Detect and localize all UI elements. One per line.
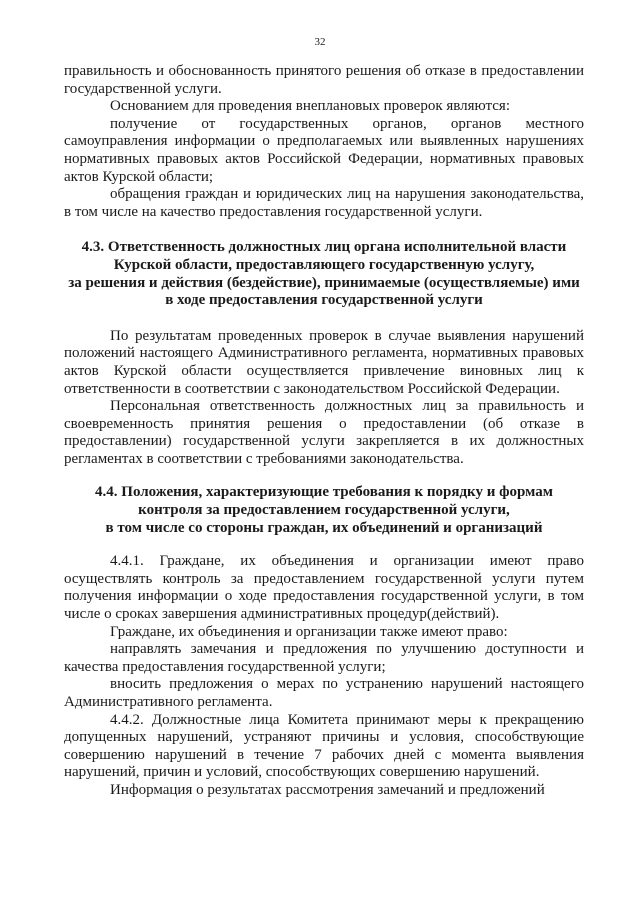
heading-line: контроля за предоставлением государственной услуги,: [138, 502, 510, 519]
paragraph: направлять замечания и предложения по улучшению доступности и качества предоставления государственной услуги;: [64, 641, 584, 675]
heading-line: 4.3. Ответственность должностных лиц органа исполнительной власти: [81, 239, 567, 256]
paragraph: 4.4.2. Должностные лица Комитета принимают меры к прекращению допущенных нарушений, устраняют причины и условия, способствующие совершению нарушений в течение 7 рабочих дней с момента выявления нарушений, причин и условий, способствующих совершению нарушений.: [64, 711, 584, 781]
paragraph: правильность и обоснованность принятого решения об отказе в предоставлении государственной услуги.: [64, 63, 584, 97]
heading-line: в том числе со стороны граждан, их объединений и организаций: [105, 519, 543, 536]
paragraph: Персональная ответственность должностных лиц за правильность и своевременность принятия решения о предоставлении (об отказе в предоставлении) государственной услуги закрепляется в их должностных регламентах в соответствии с требованиями законодательства.: [64, 398, 584, 467]
heading-line: в ходе предоставления государственной услуги: [165, 292, 483, 309]
heading-line: 4.4. Положения, характеризующие требования к порядку и формам: [95, 484, 553, 501]
paragraph: обращения граждан и юридических лиц на нарушения законодательства, в том числе на качество предоставления государственной услуги.: [64, 186, 584, 220]
paragraph: Информация о результатах рассмотрения замечаний и предложений: [110, 781, 545, 798]
heading-line: Курской области, предоставляющего государственную услугу,: [113, 256, 535, 273]
section-heading-4-3: [60, 239, 588, 309]
paragraph: вносить предложения о мерах по устранению нарушений настоящего Административного регламента.: [64, 676, 584, 710]
heading-line: за решения и действия (бездействие), принимаемые (осуществляемые) ими: [68, 274, 580, 291]
paragraph: получение от государственных органов, органов местного самоуправления информации о предполагаемых или выявленных нарушениях нормативных правовых актов Российской Федерации, нормативных правовых актов Курской области;: [64, 115, 584, 185]
paragraph: Основанием для проведения внеплановых проверок являются:: [110, 98, 510, 115]
section-heading-4-4: [60, 484, 588, 537]
paragraph: 4.4.1. Граждане, их объединения и организации имеют право осуществлять контроль за предоставлением государственной услуги путем получения информации о ходе предоставления государственной услуги, в том числе о сроках завершения административных процедур(действий).: [64, 553, 584, 623]
page-number: 32: [314, 36, 326, 48]
paragraph: По результатам проведенных проверок в случае выявления нарушений положений настоящего Административного регламента, нормативных правовых актов Курской области осуществляется привлечение виновных лиц к ответственности в соответствии с законодательством Российской Федерации.: [64, 327, 584, 397]
page-content: [64, 63, 584, 800]
paragraph: Граждане, их объединения и организации также имеют право:: [110, 623, 508, 640]
